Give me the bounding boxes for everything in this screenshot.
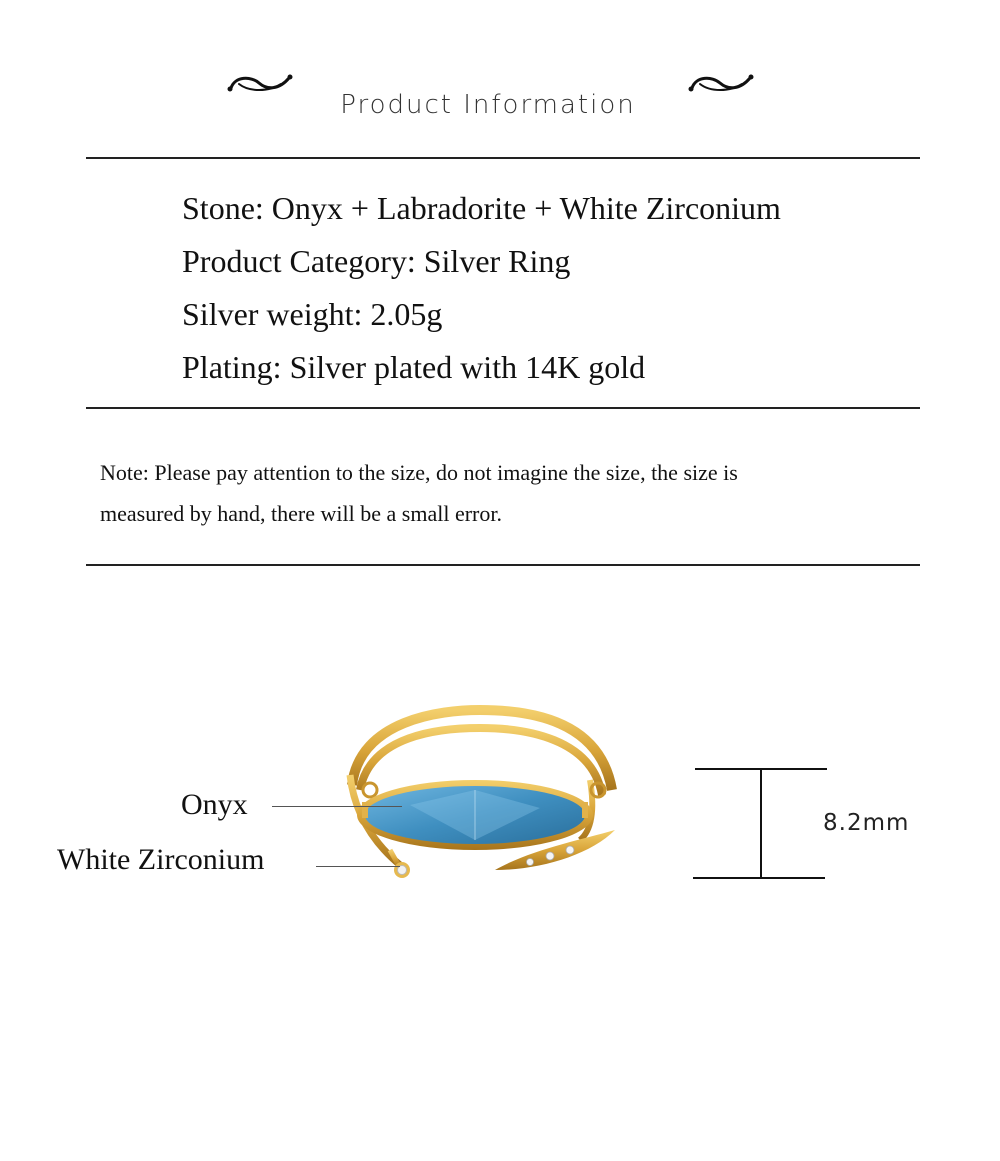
callout-onyx-label: Onyx (181, 788, 248, 821)
ring-product-image (330, 690, 630, 900)
section-title: Product Information (340, 90, 636, 120)
divider-middle (86, 407, 920, 409)
size-note (100, 452, 930, 534)
callout-zirconium-label: White Zirconium (57, 843, 265, 876)
spec-category: Product Category: Silver Ring (182, 243, 571, 279)
callout-zirconium-line (316, 866, 400, 867)
dimension-marker (690, 766, 830, 882)
divider-bottom (86, 564, 920, 566)
size-note-line-1: Note: Please pay attention to the size, do not imagine the size, the size is (100, 460, 738, 485)
size-note-line-2: measured by hand, there will be a small error. (100, 501, 502, 526)
divider-top (86, 157, 920, 159)
spec-weight: Silver weight: 2.05g (182, 296, 443, 332)
spec-stone: Stone: Onyx + Labradorite + White Zirconium (182, 190, 781, 226)
dimension-label: 8.2mm (823, 810, 910, 836)
spec-plating: Plating: Silver plated with 14K gold (182, 349, 646, 385)
callout-onyx-line (272, 806, 402, 807)
